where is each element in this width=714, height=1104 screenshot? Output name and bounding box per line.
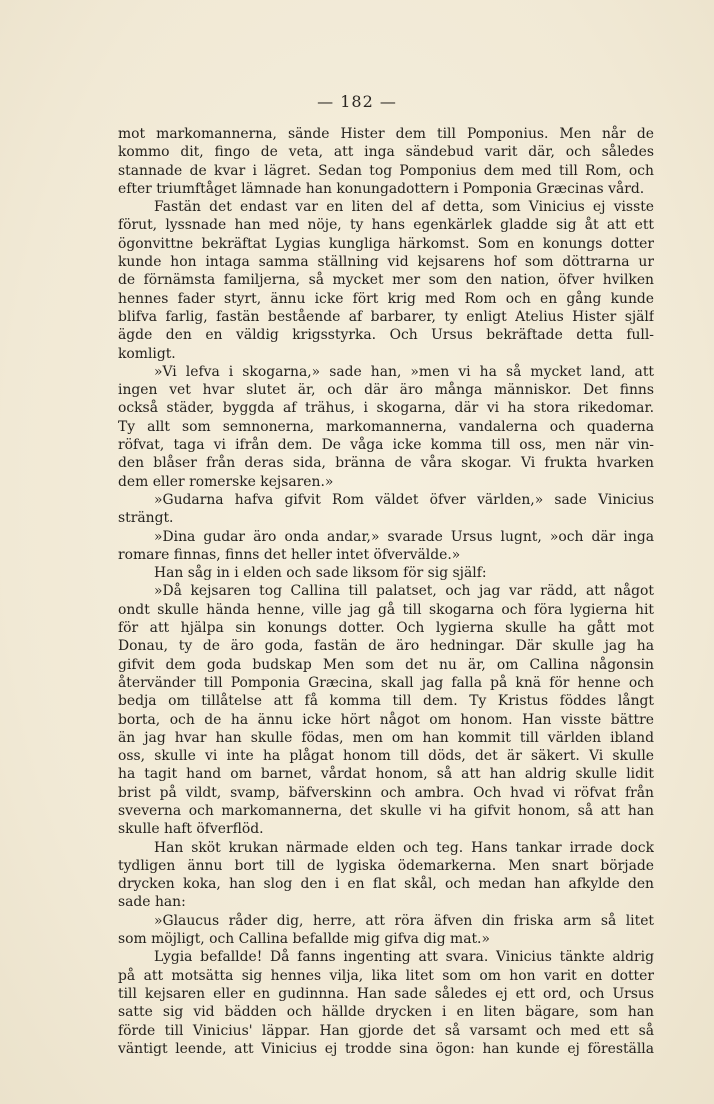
text-line: »Dina gudar äro onda andar,» svarade Ursus lugnt, »och där inga: [154, 528, 654, 545]
text-line: än jag hvar han skulle födas, men om han kommit till världen ibland: [118, 729, 654, 746]
text-line: till kejsaren eller en gudinnna. Han sade således ej ett ord, och Ursus: [118, 985, 654, 1002]
body-text: [118, 125, 654, 1058]
text-line: sveverna och markomannerna, det skulle vi ha gifvit honom, så att han: [118, 802, 654, 819]
text-line: förde till Vinicius' läppar. Han gjorde det så varsamt och med ett så: [118, 1022, 654, 1039]
text-line: ondt skulle hända henne, ville jag gå till skogarna och föra lygierna hit: [118, 601, 654, 618]
text-line: Han sköt krukan närmade elden och teg. Hans tankar irrade dock: [154, 839, 654, 856]
text-line: Han såg in i elden och sade liksom för sig själf:: [154, 565, 487, 582]
text-line: »Gudarna hafva gifvit Rom väldet öfver världen,» sade Vinicius: [154, 491, 654, 508]
text-line: ägde den en väldig krigsstyrka. Och Ursus bekräftade detta full-: [118, 327, 654, 344]
text-line: förut, lyssnade han med nöje, ty hans egenkärlek gladde sig åt att ett: [118, 217, 654, 234]
text-line: romare finnas, finns det heller intet öfvervälde.»: [118, 546, 461, 563]
text-line: oss, skulle vi inte ha plågat honom till döds, det är säkert. Vi skulle: [118, 748, 654, 765]
text-line: Ty allt som semnonerna, markomannerna, vandalerna och quaderna: [118, 418, 654, 435]
text-line: efter triumftåget lämnade han konungadottern i Pomponia Græcinas vård.: [118, 180, 645, 197]
page-number: — 182 —: [317, 92, 397, 111]
text-line: hennes fader styrt, ännu icke fört krig med Rom och en gång kunde: [118, 290, 654, 307]
text-line: återvänder till Pomponia Græcina, skall jag falla på knä för henne och: [118, 674, 654, 691]
text-line: satte sig vid bädden och hällde drycken i en liten bägare, som han: [118, 1004, 654, 1021]
text-line: borta, och de ha ännu icke hört något om honom. Han visste bättre: [118, 711, 654, 728]
text-line: Donau, ty de äro goda, fastän de äro hedningar. Där skulle jag ha: [118, 638, 654, 655]
text-line: sade han:: [118, 894, 186, 911]
text-line: för att hjälpa sin konungs dotter. Och lygierna skulle ha gått mot: [118, 620, 654, 637]
text-line: ögonvittne bekräftat Lygias kungliga härkomst. Som en konungs dotter: [118, 235, 654, 252]
text-line: Lygia befallde! Då fanns ingenting att svara. Vinicius tänkte aldrig: [154, 949, 654, 966]
text-line: brist på vildt, svamp, bäfverskinn och ambra. Och hvad vi röfvat från: [118, 784, 654, 801]
text-line: kunde hon intaga samma ställning vid kejsarens hof som döttrarna ur: [118, 254, 654, 271]
text-line: också städer, byggda af trähus, i skogarna, där vi ha stora rikedomar.: [118, 400, 654, 417]
text-line: på att motsätta sig hennes vilja, lika litet som om hon varit en dotter: [118, 967, 654, 984]
text-line: ha tagit hand om barnet, vårdat honom, så att han aldrig skulle lidit: [118, 766, 654, 783]
text-line: dem eller romerske kejsaren.»: [118, 473, 334, 490]
text-line: »Då kejsaren tog Callina till palatset, och jag var rädd, att något: [154, 583, 654, 600]
text-line: röfvat, taga vi ifrån dem. De våga icke komma till oss, men när vin-: [118, 437, 654, 454]
text-line: gifvit dem goda budskap Men som det nu är, om Callina någonsin: [118, 656, 654, 673]
text-line: den blåser från deras sida, bränna de våra skogar. Vi frukta hvarken: [118, 455, 654, 472]
text-line: strängt.: [118, 510, 174, 527]
text-line: mot markomannerna, sände Hister dem till Pomponius. Men når de: [118, 126, 654, 142]
text-line: kommo dit, fingo de veta, att inga sändebud varit där, och således: [118, 144, 654, 161]
text-line: »Vi lefva i skogarna,» sade han, »men vi ha så mycket land, att: [154, 363, 654, 380]
text-line: bedja om tillåtelse att få komma till dem. Ty Kristus föddes långt: [118, 693, 654, 710]
text-line: de förnämsta familjerna, så mycket mer som den nation, öfver hvilken: [118, 272, 654, 289]
text-line: som möjligt, och Callina befallde mig gifva dig mat.»: [118, 931, 490, 948]
text-line: väntigt leende, att Vinicius ej trodde sina ögon: han kunde ej föreställa: [118, 1040, 654, 1057]
text-line: komligt.: [118, 345, 176, 362]
text-line: Fastän det endast var en liten del af detta, som Vinicius ej visste: [154, 199, 654, 216]
text-line: »Glaucus råder dig, herre, att röra äfven din friska arm så litet: [154, 912, 654, 929]
text-line: skulle haft öfverflöd.: [118, 821, 264, 838]
text-line: blifva farlig, fastän bestående af barbarer, ty enligt Atelius Hister själf: [118, 308, 654, 325]
text-line: ingen vet hvar slutet är, och där äro många människor. Det finns: [118, 382, 654, 399]
text-line: tydligen ännu bort till de lygiska ödemarkerna. Men snart började: [118, 857, 654, 874]
text-line: stannade de kvar i lägret. Sedan tog Pomponius dem med till Rom, och: [118, 162, 654, 179]
text-line: drycken koka, han slog den i en flat skål, och medan han afkylde den: [118, 876, 654, 893]
